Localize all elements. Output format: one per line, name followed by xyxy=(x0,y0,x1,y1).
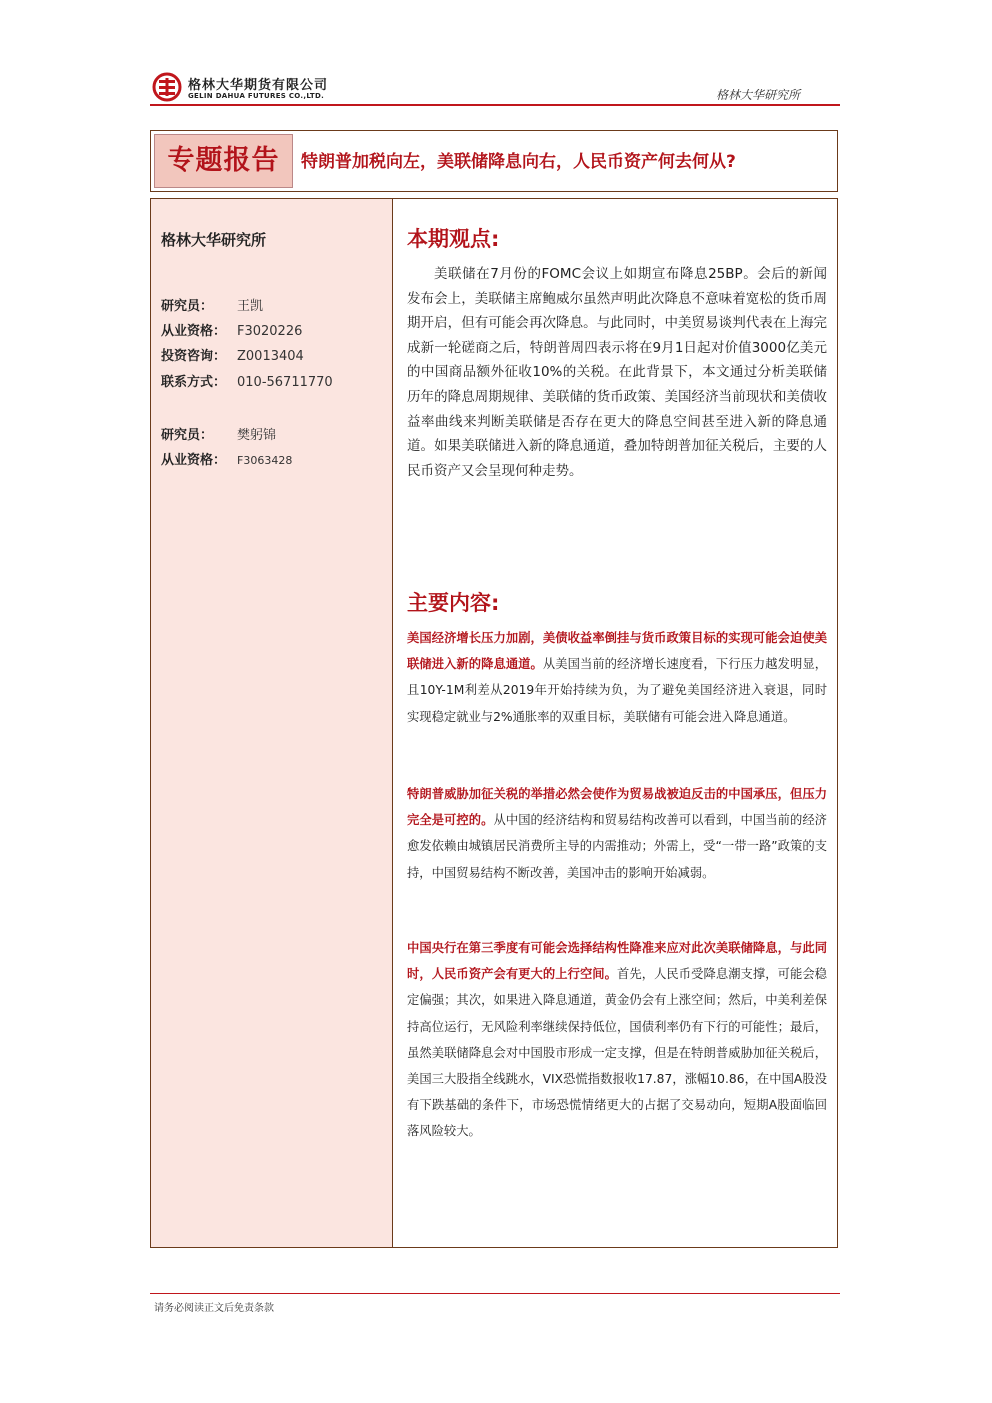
license-number: F3020226 xyxy=(237,324,303,339)
company-name-cn: 格林大华期货有限公司 xyxy=(188,78,329,93)
report-title-bar xyxy=(150,130,838,192)
report-title: 特朗普加税向左，美联储降息向右，人民币资产何去何从? xyxy=(301,152,736,172)
content-point-3 xyxy=(407,935,827,1145)
researcher-name: 王凯 xyxy=(237,299,264,314)
report-type-tag: 专题报告 xyxy=(154,134,293,188)
viewpoint-paragraph: 美联储在7月份的FOMC会议上如期宣布降息25BP。会后的新闻发布会上，美联储主席鲍威尔虽然声明此次降息不意味着宽松的货币周期开启，但有可能会再次降息。与此同时，中美贸易谈判代表在上海完成新一轮磋商之后，特朗普周四表示将在9月1日起对价值3000亿美元的中国商品额外征收10%的关税。在此背景下，本文通过分析美联储历年的降息周期规律、美联储的货币政策、美国经济当前现状和美债收益率曲线来判断美联储是否存在更大的降息空间甚至进入新的降息通道。如果美联储进入新的降息通道，叠加特朗普加征关税后，主要的人民币资产又会呈现何种走势。 xyxy=(407,266,827,479)
license-number: F3063428 xyxy=(237,454,293,467)
company-name-en: GELIN DAHUA FUTURES CO.,LTD. xyxy=(188,92,325,100)
gelin-dahua-logo-icon xyxy=(152,72,182,102)
content-heading: 主要内容: xyxy=(407,591,500,615)
license-label: 从业资格： xyxy=(161,453,227,468)
point-1-text: 从美国当前的经济增长速度看，下行压力越发明显，且10Y-1M利差从2019年开始持续为负，为了避免美国经济进入衰退，同时实现稳定就业与2%通胀率的双重目标，美联储有可能会进入降息通道。 xyxy=(407,657,827,724)
point-2-text: 从中国的经济结构和贸易结构改善可以看到，中国当前的经济愈发依赖由城镇居民消费所主导的内需推动；外需上，受“一带一路”政策的支持，中国贸易结构不断改善，美国冲击的影响开始减弱。 xyxy=(407,813,827,880)
header-divider xyxy=(150,104,840,106)
consult-label: 投资咨询： xyxy=(161,349,227,364)
point-2-highlight: 特朗普威胁加征关税的举措必然会使作为贸易战被迫反击的中国承压，但压力完全是可控的。 xyxy=(407,787,827,828)
org-name: 格林大华研究所 xyxy=(161,231,267,249)
analyst-2-license xyxy=(161,449,292,468)
point-3-highlight: 中国央行在第三季度有可能会选择结构性降准来应对此次美联储降息，与此同时，人民币资产会有更大的上行空间。 xyxy=(407,941,827,982)
point-3-text: 首先，人民币受降息潮支撑，可能会稳定偏强；其次，如果进入降息通道，黄金仍会有上涨空间；然后，中美利差保持高位运行，无风险利率继续保持低位，国债利率仍有下行的可能性；最后，虽然美联储降息会对中国股市形成一定支撑，但是在特朗普威胁加征关税后，美国三大股指全线跳水，VIX恐慌指数报收17.87，涨幅10.86，在中国A股没有下跌基础的条件下，市场恐慌情绪更大的占据了交易动向，短期A股面临回落风险较大。 xyxy=(407,967,827,1139)
main-content xyxy=(405,199,825,1239)
analyst-1-consult xyxy=(161,345,304,364)
header-institute-label: 格林大华研究所 xyxy=(716,88,801,102)
contact-phone: 010-56711770 xyxy=(237,375,333,390)
analyst-sidebar xyxy=(151,199,393,1247)
license-label: 从业资格： xyxy=(161,324,227,339)
content-point-2 xyxy=(407,781,827,886)
researcher-label: 研究员： xyxy=(161,428,214,443)
report-body-frame xyxy=(150,198,838,1248)
researcher-label: 研究员： xyxy=(161,299,214,314)
disclaimer-note: 请务必阅读正文后免责条款 xyxy=(154,1303,274,1314)
analyst-2-researcher xyxy=(161,424,276,443)
analyst-1-researcher xyxy=(161,295,263,314)
point-1-highlight: 美国经济增长压力加剧，美债收益率倒挂与货币政策目标的实现可能会迫使美联储进入新的降息通道。 xyxy=(407,631,827,672)
contact-label: 联系方式： xyxy=(161,375,227,390)
analyst-1-license xyxy=(161,320,302,339)
analyst-1-contact xyxy=(161,371,333,390)
consult-number: Z0013404 xyxy=(237,349,304,364)
content-point-1 xyxy=(407,625,827,730)
researcher-name: 樊躬锦 xyxy=(237,428,277,443)
viewpoint-heading: 本期观点: xyxy=(407,227,500,251)
footer-divider xyxy=(150,1293,840,1294)
